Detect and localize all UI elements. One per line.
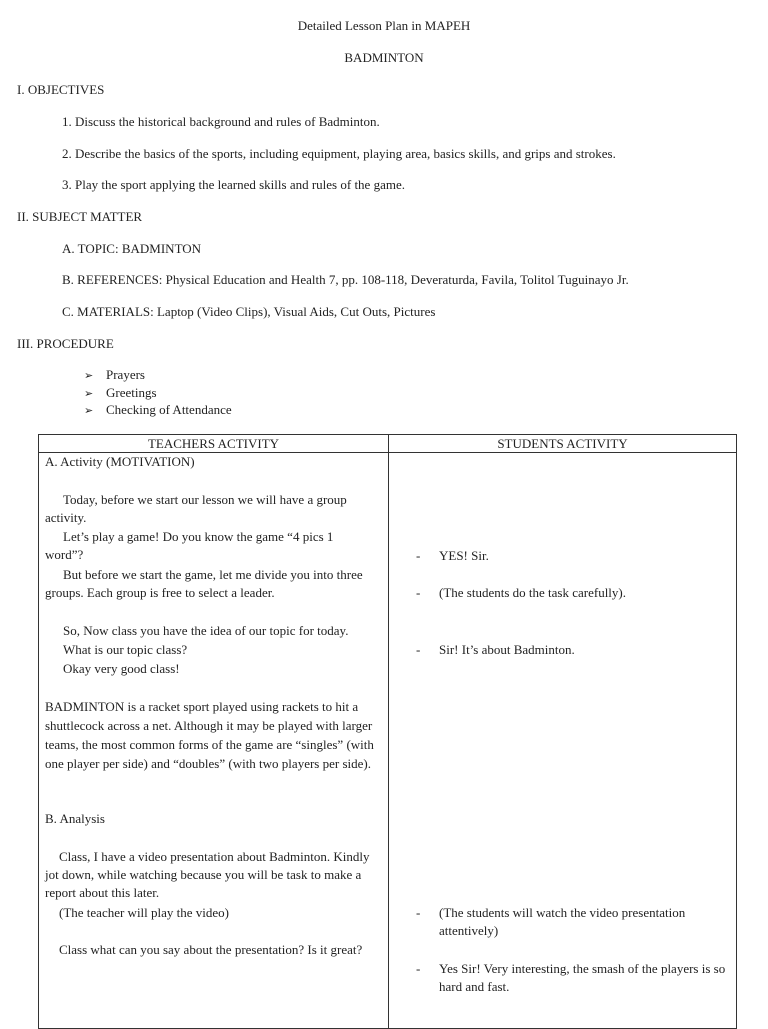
dash-bullet: - xyxy=(416,642,421,657)
analysis-heading: B. Analysis xyxy=(45,811,105,826)
subject-matter-materials: C. MATERIALS: Laptop (Video Clips), Visual Aids, Cut Outs, Pictures xyxy=(62,304,436,319)
dash-bullet: - xyxy=(416,585,421,600)
student-response-text: Yes Sir! Very interesting, the smash of the players is so hard and fast. xyxy=(439,961,726,994)
teacher-line: So, Now class you have the idea of our topic for today. xyxy=(63,623,349,638)
subject-matter-references: B. REFERENCES: Physical Education and Health 7, pp. 108-118, Deveraturda, Favila, Tolitol Tuguinayo Jr. xyxy=(62,272,629,287)
student-response-text: Sir! It’s about Badminton. xyxy=(439,642,575,657)
teacher-line: (The teacher will play the video) xyxy=(59,905,230,920)
teacher-line: Class, I have a video presentation about Badminton. Kindly jot down, while watching because you will be task to make a report about this later. xyxy=(45,849,370,900)
student-response-text: (The students do the task carefully). xyxy=(439,585,626,600)
subject-matter-topic: A. TOPIC: BADMINTON xyxy=(62,241,202,256)
student-activity-cell xyxy=(389,453,737,1029)
list-item-label: Checking of Attendance xyxy=(106,402,232,417)
arrowhead-bullet-icon: ➢ xyxy=(84,369,94,382)
dash-bullet: - xyxy=(416,961,421,976)
objective-item: 1. Discuss the historical background and rules of Badminton. xyxy=(62,114,380,129)
dash-bullet: - xyxy=(416,548,421,563)
dash-bullet: - xyxy=(416,905,421,920)
teachers-activity-header: TEACHERS ACTIVITY xyxy=(39,435,389,453)
table-row xyxy=(39,453,737,1029)
teacher-line: Okay very good class! xyxy=(63,661,180,676)
teacher-line: What is our topic class? xyxy=(63,642,188,657)
list-item-label: Greetings xyxy=(106,385,157,400)
teacher-line: Let’s play a game! Do you know the game “4 pics 1 word”? xyxy=(45,529,334,562)
students-activity-header: STUDENTS ACTIVITY xyxy=(389,435,737,453)
student-response-text: (The students will watch the video presentation attentively) xyxy=(439,905,686,938)
document-subject: BADMINTON xyxy=(344,50,424,65)
document-title: Detailed Lesson Plan in MAPEH xyxy=(297,18,471,33)
student-response-text: YES! Sir. xyxy=(439,548,489,563)
arrowhead-bullet-icon: ➢ xyxy=(84,404,94,417)
list-item-label: Prayers xyxy=(106,367,145,382)
procedure-heading: III. PROCEDURE xyxy=(17,336,114,351)
list-item xyxy=(84,366,145,385)
teacher-activity-cell xyxy=(39,453,389,1029)
objective-item: 2. Describe the basics of the sports, including equipment, playing area, basics skills, and grips and strokes. xyxy=(62,146,616,161)
list-item xyxy=(84,401,232,420)
subject-matter-heading: II. SUBJECT MATTER xyxy=(17,209,143,224)
objective-item: 3. Play the sport applying the learned skills and rules of the game. xyxy=(62,177,405,192)
arrowhead-bullet-icon: ➢ xyxy=(84,387,94,400)
teacher-line: But before we start the game, let me divide you into three groups. Each group is free to select a leader. xyxy=(45,567,363,600)
objectives-heading: I. OBJECTIVES xyxy=(17,82,105,97)
badminton-definition: BADMINTON is a racket sport played using rackets to hit a shuttlecock across a net. Although it may be played with larger teams, the most common forms of the game are “singles” (with one player per side) and “doubles” (with two players per side). xyxy=(45,699,374,771)
table-header-row xyxy=(39,435,737,453)
activity-heading: A. Activity (MOTIVATION) xyxy=(45,454,195,469)
teacher-line: Today, before we start our lesson we will have a group activity. xyxy=(45,492,347,525)
lesson-activity-table xyxy=(38,434,737,1029)
teacher-line: Class what can you say about the presentation? Is it great? xyxy=(59,942,363,957)
